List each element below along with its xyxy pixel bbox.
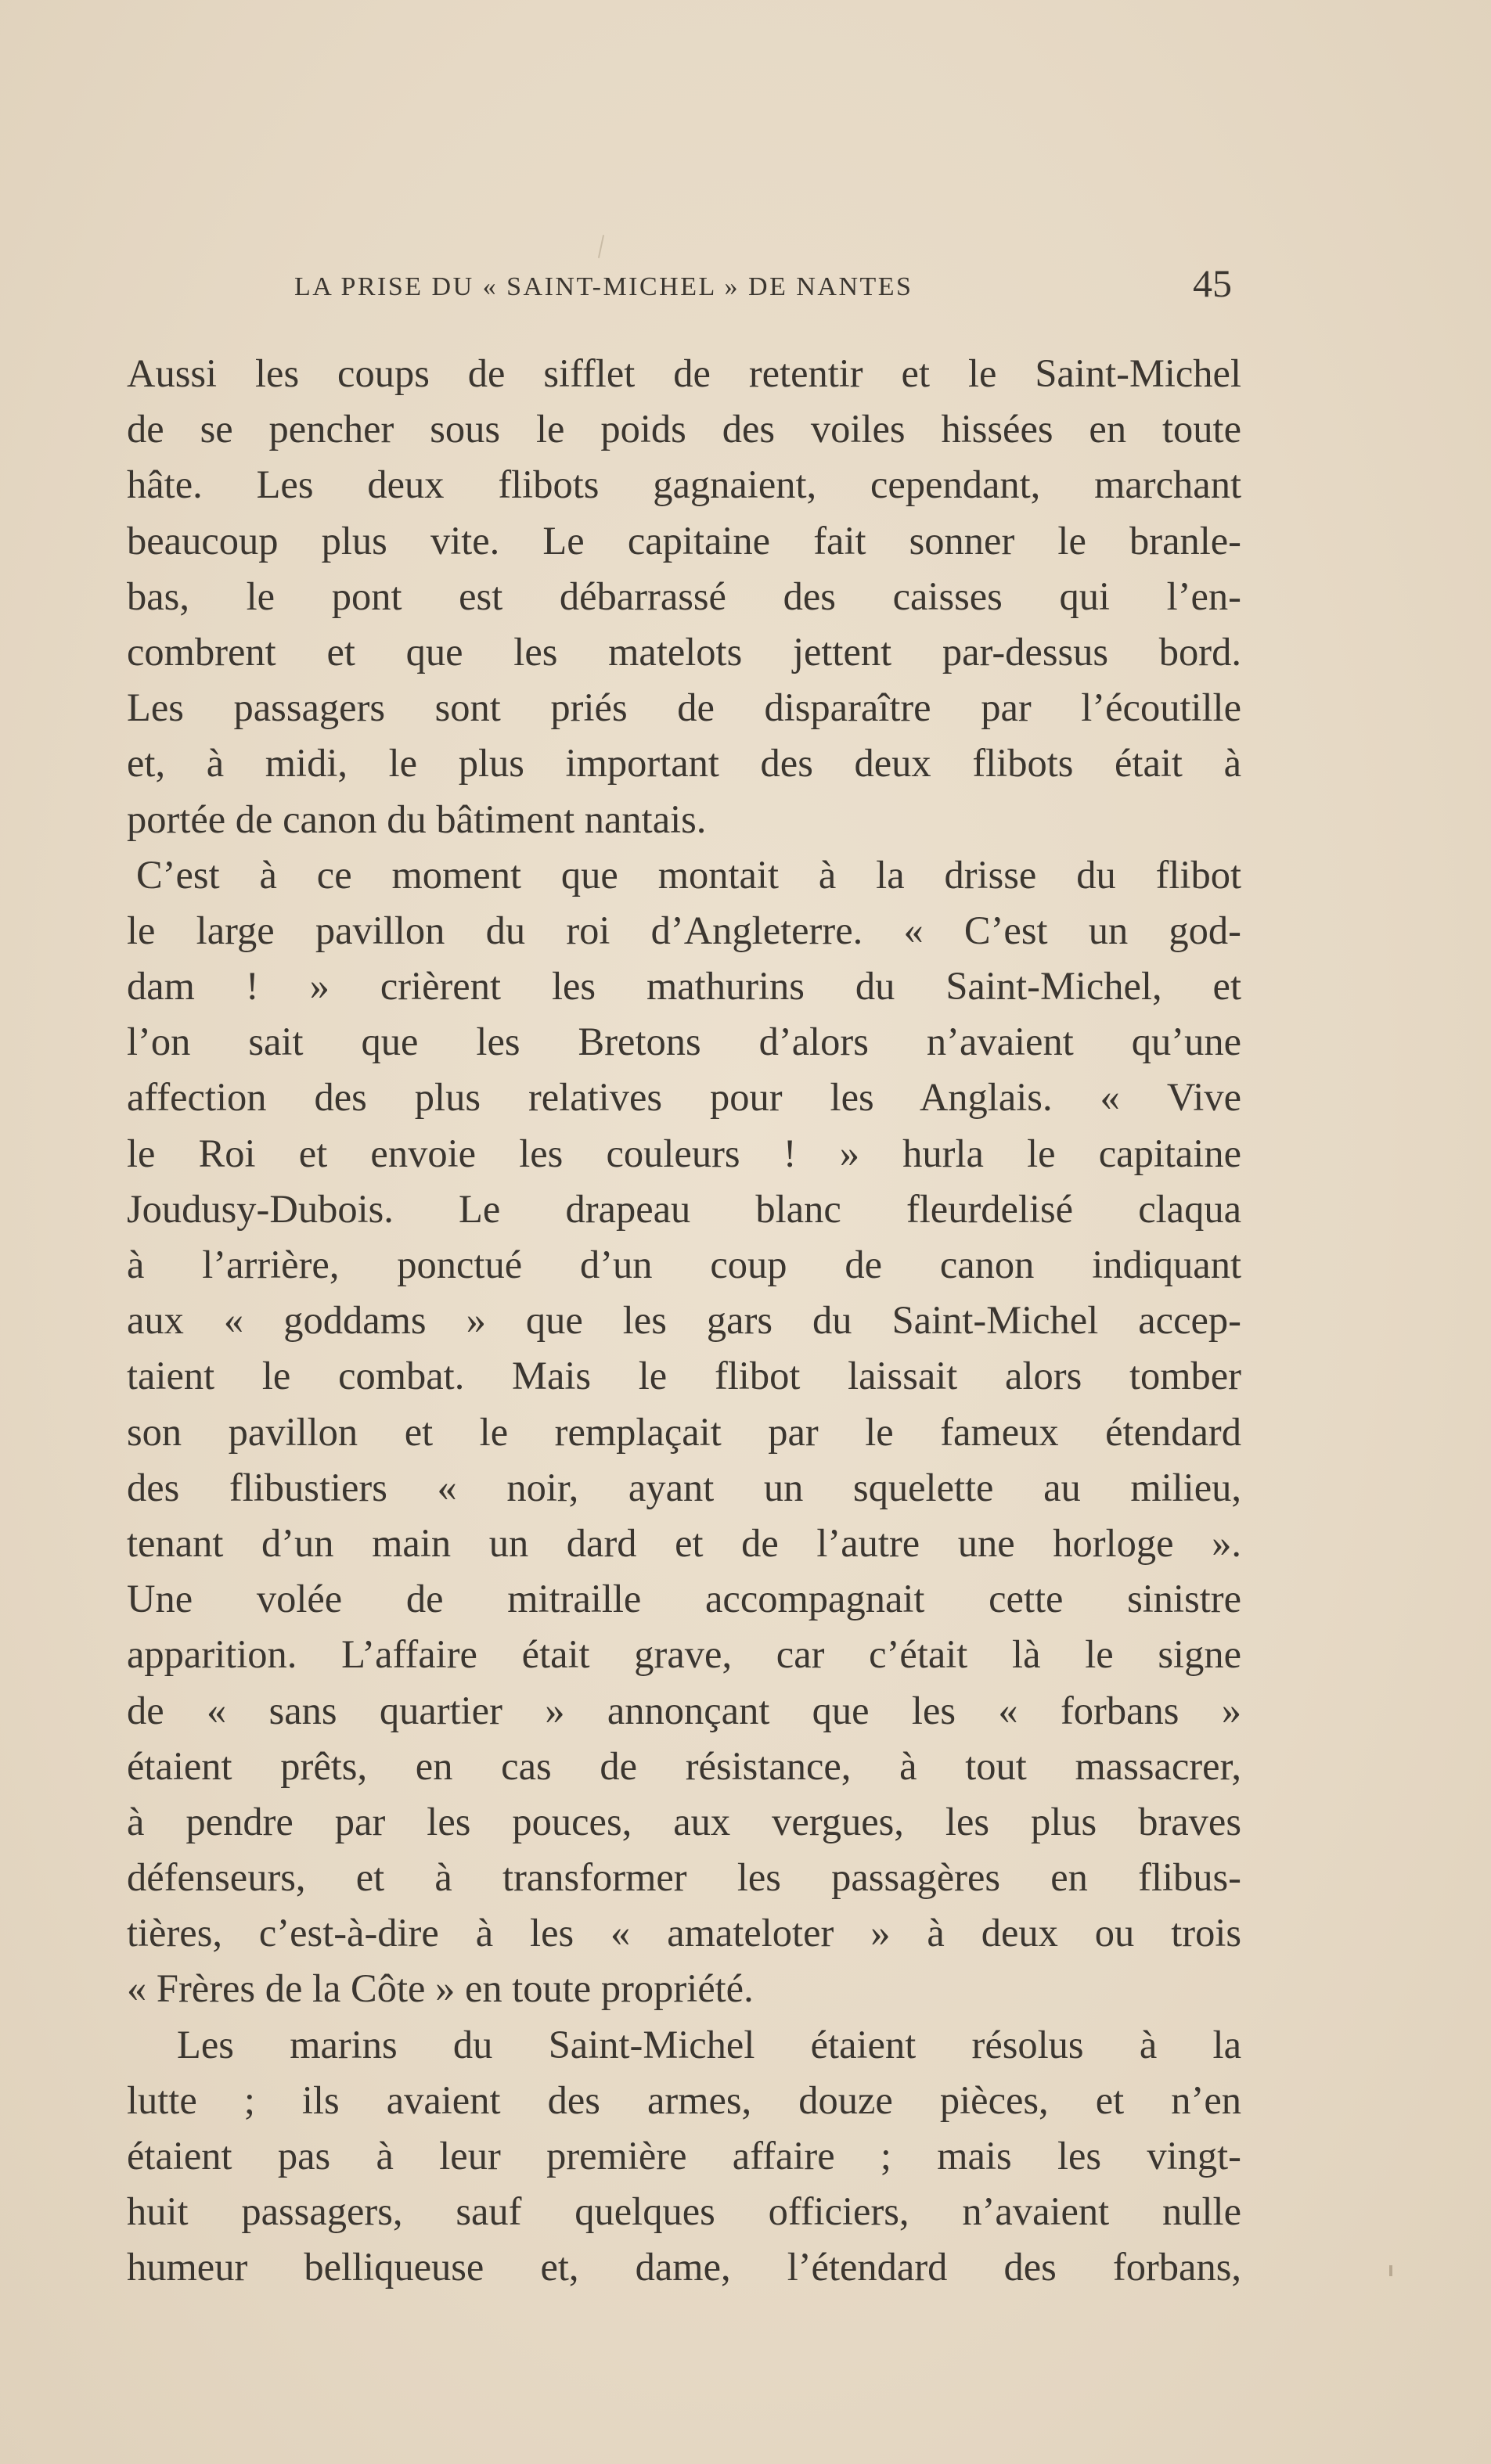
text-line: de se pencher sous le poids des voiles hissées en toute [127,407,1241,451]
text-line: de « sans quartier » annonçant que les « forbans » [127,1688,1241,1732]
text-line: l’on sait que les Bretons d’alors n’avaient qu’une [127,1020,1241,1064]
text-line: le Roi et envoie les couleurs ! » hurla le capitaine [127,1131,1241,1175]
text-line: hâte. Les deux flibots gagnaient, cependant, marchant [127,462,1241,507]
text-line: taient le combat. Mais le flibot laissait alors tomber [127,1354,1241,1398]
text-line: et, à midi, le plus important des deux flibots était à [127,741,1241,786]
text-line: Joudusy-Dubois. Le drapeau blanc fleurdelisé claqua [127,1186,1241,1231]
text-line: « Frères de la Côte » en toute propriété. [127,1966,754,2011]
text-line: étaient prêts, en cas de résistance, à tout massacrer, [127,1743,1241,1788]
text-line: à l’arrière, ponctué d’un coup de canon indiquant [127,1243,1241,1286]
body-text [127,346,1241,2296]
text-line: étaient pas à leur première affaire ; mais les vingt- [127,2134,1241,2178]
text-line: beaucoup plus vite. Le capitaine fait sonner le branle- [127,518,1241,563]
text-line: combrent et que les matelots jettent par-dessus bord. [127,629,1241,674]
text-line: affection des plus relatives pour les Anglais. « Vive [127,1075,1241,1120]
text-line: tières, c’est-à-dire à les « amateloter » à deux ou trois [127,1911,1241,1955]
text-line: son pavillon et le remplaçait par le fameux étendard [127,1409,1241,1454]
text-line: apparition. L’affaire était grave, car c’était là le signe [127,1632,1241,1677]
text-line: tenant d’un main un dard et de l’autre une horloge ». [127,1520,1241,1565]
text-line: Une volée de mitraille accompagnait cette sinistre [127,1577,1241,1621]
page-number: 45 [1193,261,1232,305]
running-head: LA PRISE DU « SAINT-MICHEL » DE NANTES [294,272,913,301]
paper-mark [1389,2265,1392,2276]
text-line: Aussi les coups de sifflet de retentir et le Saint-Michel [127,351,1241,395]
text-line: défenseurs, et à transformer les passagères en flibus- [127,1855,1241,1900]
text-line: le large pavillon du roi d’Angleterre. « C’est un god- [127,908,1241,952]
text-line: portée de canon du bâtiment nantais. [127,797,707,841]
text-line: des flibustiers « noir, ayant un squelette au milieu, [127,1465,1241,1509]
text-line: Les passagers sont priés de disparaître par l’écoutille [127,685,1241,730]
text-line: dam ! » crièrent les mathurins du Saint-Michel, et [127,964,1241,1009]
text-line: C’est à ce moment que montait à la drisse du flibot [136,852,1241,897]
text-line: à pendre par les pouces, aux vergues, les plus braves [127,1799,1241,1844]
text-line: Les marins du Saint-Michel étaient résolus à la [177,2022,1241,2067]
paper-mark [598,235,604,258]
text-line: lutte ; ils avaient des armes, douze pièces, et n’en [127,2077,1241,2122]
text-line: huit passagers, sauf quelques officiers, n’avaient nulle [127,2189,1241,2234]
text-line: humeur belliqueuse et, dame, l’étendard des forbans, [127,2245,1241,2290]
text-line: aux « goddams » que les gars du Saint-Michel accep- [127,1298,1241,1343]
text-line: bas, le pont est débarrassé des caisses qui l’en- [127,574,1241,618]
